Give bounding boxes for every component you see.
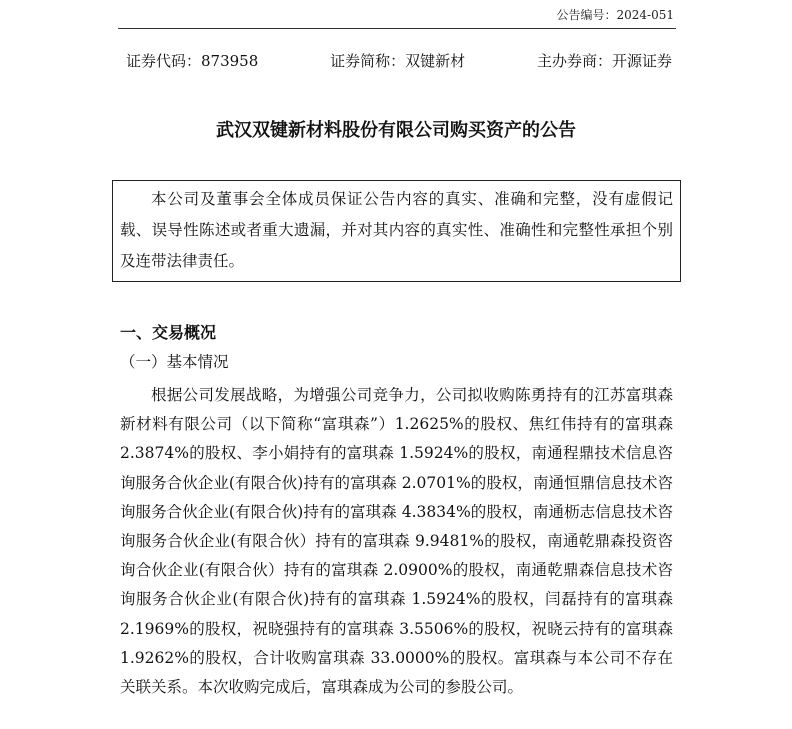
securities-info-row [126,50,672,71]
disclaimer-box [112,180,681,282]
page-title: 武汉双键新材料股份有限公司购买资产的公告 [216,120,576,141]
header-divider [118,28,676,29]
disclaimer-text: 本公司及董事会全体成员保证公告内容的真实、准确和完整，没有虚假记载、误导性陈述或者重大遗漏，并对其内容的真实性、准确性和完整性承担个别及连带法律责任。 [120,190,673,270]
body-paragraph-container [120,381,673,702]
sponsor-broker: 主办券商：开源证券 [536,52,672,70]
section-heading: 一、交易概况 [120,323,217,342]
security-code: 证券代码：873958 [126,52,259,70]
security-abbreviation: 证券简称：双键新材 [330,52,466,70]
subsection-heading: （一）基本情况 [120,353,229,371]
body-paragraph: 根据公司发展战略，为增强公司竞争力，公司拟收购陈勇持有的江苏富琪森新材料有限公司（以下简称“富琪森”）1.2625%的股权、焦红伟持有的富琪森2.3874%的股权、李小娟持有的富琪森 1.5924%的股权，南通程鼎技术信息咨询服务合伙企业(有限合伙)持有的富琪森 2.0701%的股权，南通恒鼎信息技术咨询服务合伙企业(有限合伙)持有的富琪森 4.3834%的股权，南通枥志信息技术咨询服务合伙企业(有限合伙）持有的富琪森 9.9481%的股权，南通乾鼎森投资咨询合伙企业(有限合伙）持有的富琪森 2.0900%的股权，南通乾鼎森信息技术咨询服务合伙企业(有限合伙)持有的富琪森 1.5924%的股权，闫磊持有的富琪森2.1969%的股权，祝晓强持有的富琪森 3.5506%的股权，祝晓云持有的富琪森1.9262%的股权，合计收购富琪森 33.0000%的股权。富琪森与本公司不存在关联关系。本次收购完成后，富琪森成为公司的参股公司。 [120,386,673,697]
announcement-number: 公告编号：2024-051 [556,8,674,22]
